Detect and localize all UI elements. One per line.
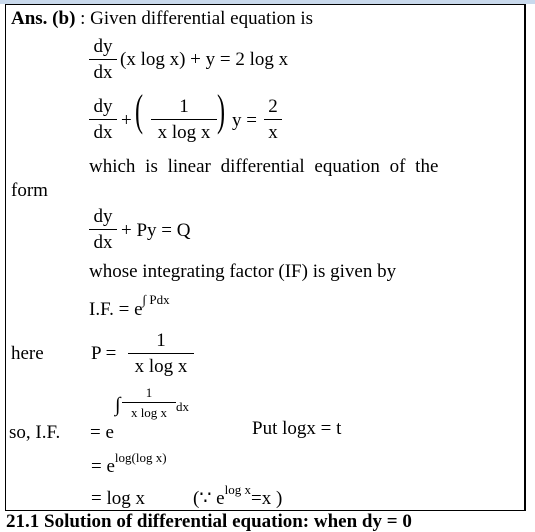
p-numerator: 1	[156, 330, 166, 351]
eq2-y-eq: y =	[232, 110, 257, 131]
eq1-dydx	[89, 37, 117, 82]
fraction-bar	[151, 119, 217, 120]
integrating-factor-text: whose integrating factor (IF) is given by	[89, 261, 397, 282]
answer-intro: : Given differential equation is	[80, 8, 314, 29]
fraction-bar	[89, 59, 117, 60]
so-dx: dx	[176, 399, 189, 414]
eq3-rest: + Py = Q	[121, 220, 191, 241]
fraction-bar	[128, 353, 194, 354]
eq2-plus: +	[121, 110, 132, 131]
so-equals-e: = e	[90, 422, 114, 443]
left-paren: (	[135, 86, 144, 135]
so-exp-denominator: x log x	[130, 405, 168, 420]
linear-text-a: which is linear differential equation of the	[89, 156, 439, 177]
p-denominator: x log x	[134, 356, 188, 377]
because-tail: =x )	[250, 488, 283, 509]
so-label: so, I.F.	[9, 422, 61, 443]
if-exponent: ∫ Pdx	[142, 292, 170, 307]
eq3-denominator: dx	[93, 232, 113, 253]
eq3-numerator: dy	[93, 206, 113, 227]
inner-denominator: x log x	[157, 122, 211, 143]
eq2-dydx	[89, 97, 117, 142]
fraction-bar	[122, 402, 176, 403]
answer-heading	[11, 9, 313, 28]
here-label: here	[11, 343, 44, 364]
eq1-rest: (x log x) + y = 2 log x	[120, 49, 289, 70]
eq2-rhs-fraction	[264, 97, 282, 142]
put-substitution: Put logx = t	[252, 418, 342, 439]
if-formula	[89, 292, 170, 320]
eq2-numerator: dy	[93, 96, 113, 117]
step1-eq: = e	[91, 456, 115, 477]
p-equals: P =	[91, 343, 117, 364]
because-e: (∵ e	[193, 488, 225, 509]
so-exponent-fraction	[122, 386, 176, 419]
linear-text-b: form	[11, 180, 48, 201]
step2-eq: = log x	[91, 488, 145, 509]
right-paren: )	[217, 86, 226, 135]
step1	[91, 450, 167, 477]
step2	[91, 489, 145, 508]
fraction-bar	[264, 119, 282, 120]
next-section-heading: 21.1 Solution of differential equation: when dy = 0	[6, 511, 412, 532]
fraction-bar	[89, 229, 117, 230]
step1-exponent: log(log x)	[114, 450, 167, 465]
if-lhs: I.F. = e	[89, 299, 143, 320]
so-exp-numerator: 1	[145, 385, 153, 400]
eq3-dydx	[89, 207, 117, 252]
inner-numerator: 1	[179, 96, 189, 117]
eq1-numerator: dy	[93, 36, 113, 57]
p-fraction	[128, 331, 194, 376]
fraction-bar	[89, 119, 117, 120]
because-exponent: log x	[224, 482, 251, 497]
integral-sign: ∫	[115, 394, 121, 416]
eq1-denominator: dx	[93, 62, 113, 83]
answer-label: Ans. (b)	[11, 8, 76, 29]
rhs-numerator: 2	[268, 96, 278, 117]
step2-because	[193, 482, 283, 509]
eq2-inner-fraction	[151, 97, 217, 142]
eq2-denominator: dx	[93, 122, 113, 143]
rhs-denominator: x	[268, 122, 278, 143]
